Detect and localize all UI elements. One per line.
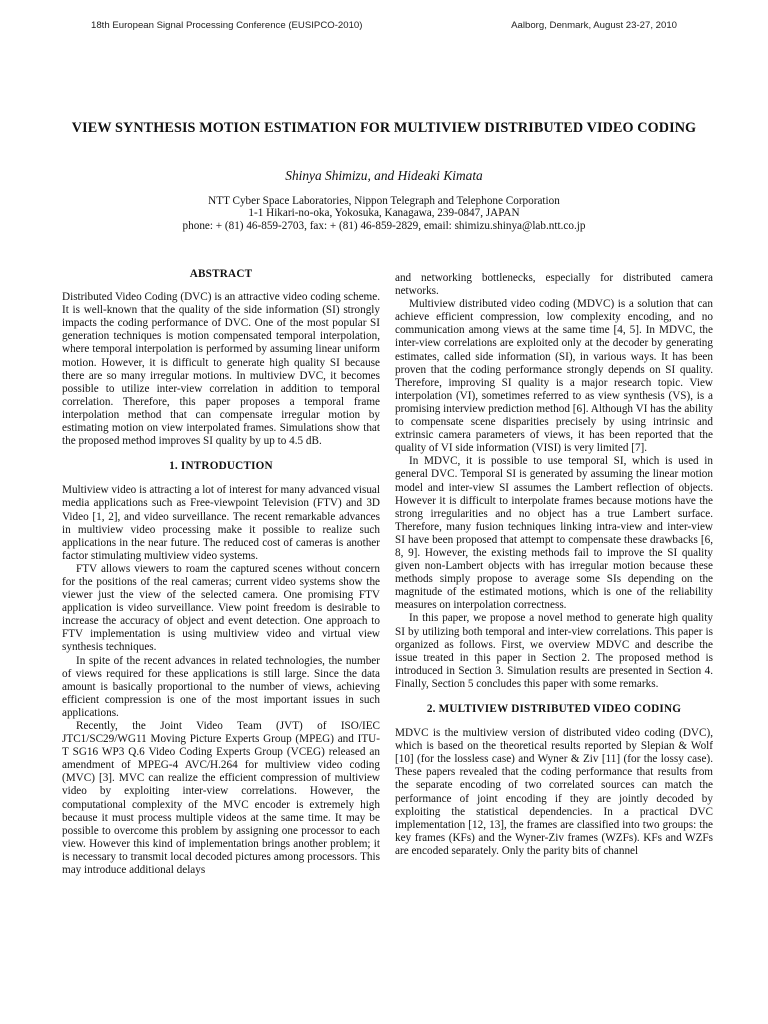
contact-line: phone: + (81) 46-859-2703, fax: + (81) 46-859-2829, email: shimizu.shinya@lab.ntt.co.jp — [182, 219, 586, 232]
paragraph: FTV allows viewers to roam the captured scenes without concern for the positions of the real cameras; current video systems show the viewer just the view of the selected camera. One promising FTV application is video surveillance. View point freedom is desirable to increase the accuracy of object and event detection. One approach to FTV implementation is using multiview video and virtual view synthesis techniques. — [62, 562, 380, 654]
affiliation-block — [60, 195, 708, 232]
section-2-heading: 2. MULTIVIEW DISTRIBUTED VIDEO CODING — [426, 703, 682, 715]
affiliation-line: NTT Cyber Space Laboratories, Nippon Telegraph and Telephone Corporation — [208, 195, 560, 207]
paragraph: Multiview video is attracting a lot of interest for many advanced visual media applications such as Free-viewpoint Television (FTV) and 3D Video [1, 2], and video surveillance. The recent remarkable advances in multiview video processing make it possible to realize such applications in the near future. The reduced cost of cameras is another factor stimulating multiview video systems. — [62, 484, 380, 562]
header-location: Aalborg, Denmark, August 23-27, 2010 — [511, 20, 677, 31]
paragraph: Multiview distributed video coding (MDVC) is a solution that can achieve efficient compression, low complexity encoding, and no communication among views at the same time [4, 5]. In MDVC, the inter-view correlations are exploited only at the decoder by generating estimates, called side information (SI), in various ways. It has been proven that the coding performance strongly depends on SI quality. Therefore, improving SI quality is a major research topic. View interpolation (VI), sometimes referred to as view synthesis (VS), is a promising interview prediction method [6]. Although VI has the ability to compensate scene disparities precisely by using intrinsic and extrinsic camera parameters of views, it has been reported that the quality of VI side information (VISI) is very limited [7]. — [395, 298, 713, 455]
abstract-text: Distributed Video Coding (DVC) is an attractive video coding scheme. It is well-known that the quality of the side information (SI) strongly impacts the coding performance of DVC. One of the most popular SI generation techniques is motion compensated temporal interpolation, where temporal interpolation is performed by assuming linear uniform motion. However, it is difficult to generate high quality SI because there are so many irregular motions. In multiview DVC, it becomes possible to utilize inter-view correlation in addition to temporal correlation. Therefore, this paper proposes a temporal frame interpolation method that can compensate irregular motion by estimating motion on view interpolated frames. Simulations show that the proposed method improves SI quality by up to 4.5 dB. — [62, 291, 380, 448]
abstract-heading: ABSTRACT — [189, 268, 253, 280]
right-column — [395, 272, 713, 858]
paragraph: and networking bottlenecks, especially for distributed camera networks. — [395, 272, 713, 298]
address-line: 1-1 Hikari-no-oka, Yokosuka, Kanagawa, 239-0847, JAPAN — [248, 207, 520, 220]
paragraph: In this paper, we propose a novel method to generate high quality SI by utilizing both temporal and inter-view correlations. This paper is organized as follows. First, we overview MDVC and describe the issue treated in this paper in Section 2. The proposed method is introduced in Section 3. Simulation results are presented in Section 4. Finally, Section 5 concludes this paper with some remarks. — [395, 612, 713, 690]
left-column — [62, 268, 380, 877]
introduction-heading: 1. INTRODUCTION — [169, 460, 273, 473]
page-header — [91, 20, 677, 31]
paragraph: In spite of the recent advances in related technologies, the number of views required for these applications is still large. Since the data amount is basically proportional to the number of views, achieving efficient compression is one of the most important issues in such applications. — [62, 654, 380, 719]
paragraph: Recently, the Joint Video Team (JVT) of ISO/IEC JTC1/SC29/WG11 Moving Picture Experts Group (MPEG) and ITU-T SG16 WP3 Q.6 Video Coding Experts Group (VCEG) released an amendment of MPEG-4 AVC/H.264 for multiview video coding (MVC) [3]. MVC can realize the efficient compression of multiview video by exploiting inter-view correlations. However, the computational complexity of the MVC encoder is extremely high because it must process multiple videos at the same time. It may be possible to overcome this problem by assigning one processor to each view. However this kind of implementation brings another problem; it is necessary to transmit local decoded pictures among processors. This may introduce additional delays — [62, 720, 380, 877]
paper-title: VIEW SYNTHESIS MOTION ESTIMATION FOR MULTIVIEW DISTRIBUTED VIDEO CODING — [71, 120, 697, 136]
paragraph: In MDVC, it is possible to use temporal SI, which is used in general DVC. Temporal SI is generated by assuming the linear motion model and inter-view SI assumes the Lambert reflection of objects. However it is difficult to interpolate frames because motions have the strong irregularities and no object has a true Lambert surface. Therefore, many fusion techniques linking intra-view and inter-view SI have been proposed that attempt to compensate these drawbacks [6, 8, 9]. However, the existing methods fail to improve the SI quality given non-Lambert objects with has irregular motion because these methods simply propose to average some SIs depending on the magnitude of the estimated motions, which is one of the reliability measures on interpolation correctness. — [395, 455, 713, 612]
paragraph: MDVC is the multiview version of distributed video coding (DVC), which is based on the theoretical results reported by Slepian & Wolf [10] (for the lossless case) and Wyner & Ziv [11] (for the lossy case). These papers revealed that the coding performance that results from the separate encoding of two correlated sources can match the performance of joint encoding if they are jointly decoded by exploiting the statistical dependencies. In a practical DVC implementation [12, 13], the frames are classified into two groups: the key frames (KFs) and the Wyner-Ziv frames (WZFs). KFs and WZFs are encoded separately. Only the parity bits of channel — [395, 727, 713, 857]
header-conference: 18th European Signal Processing Conference (EUSIPCO-2010) — [91, 20, 363, 31]
paper-authors: Shinya Shimizu, and Hideaki Kimata — [285, 168, 483, 183]
